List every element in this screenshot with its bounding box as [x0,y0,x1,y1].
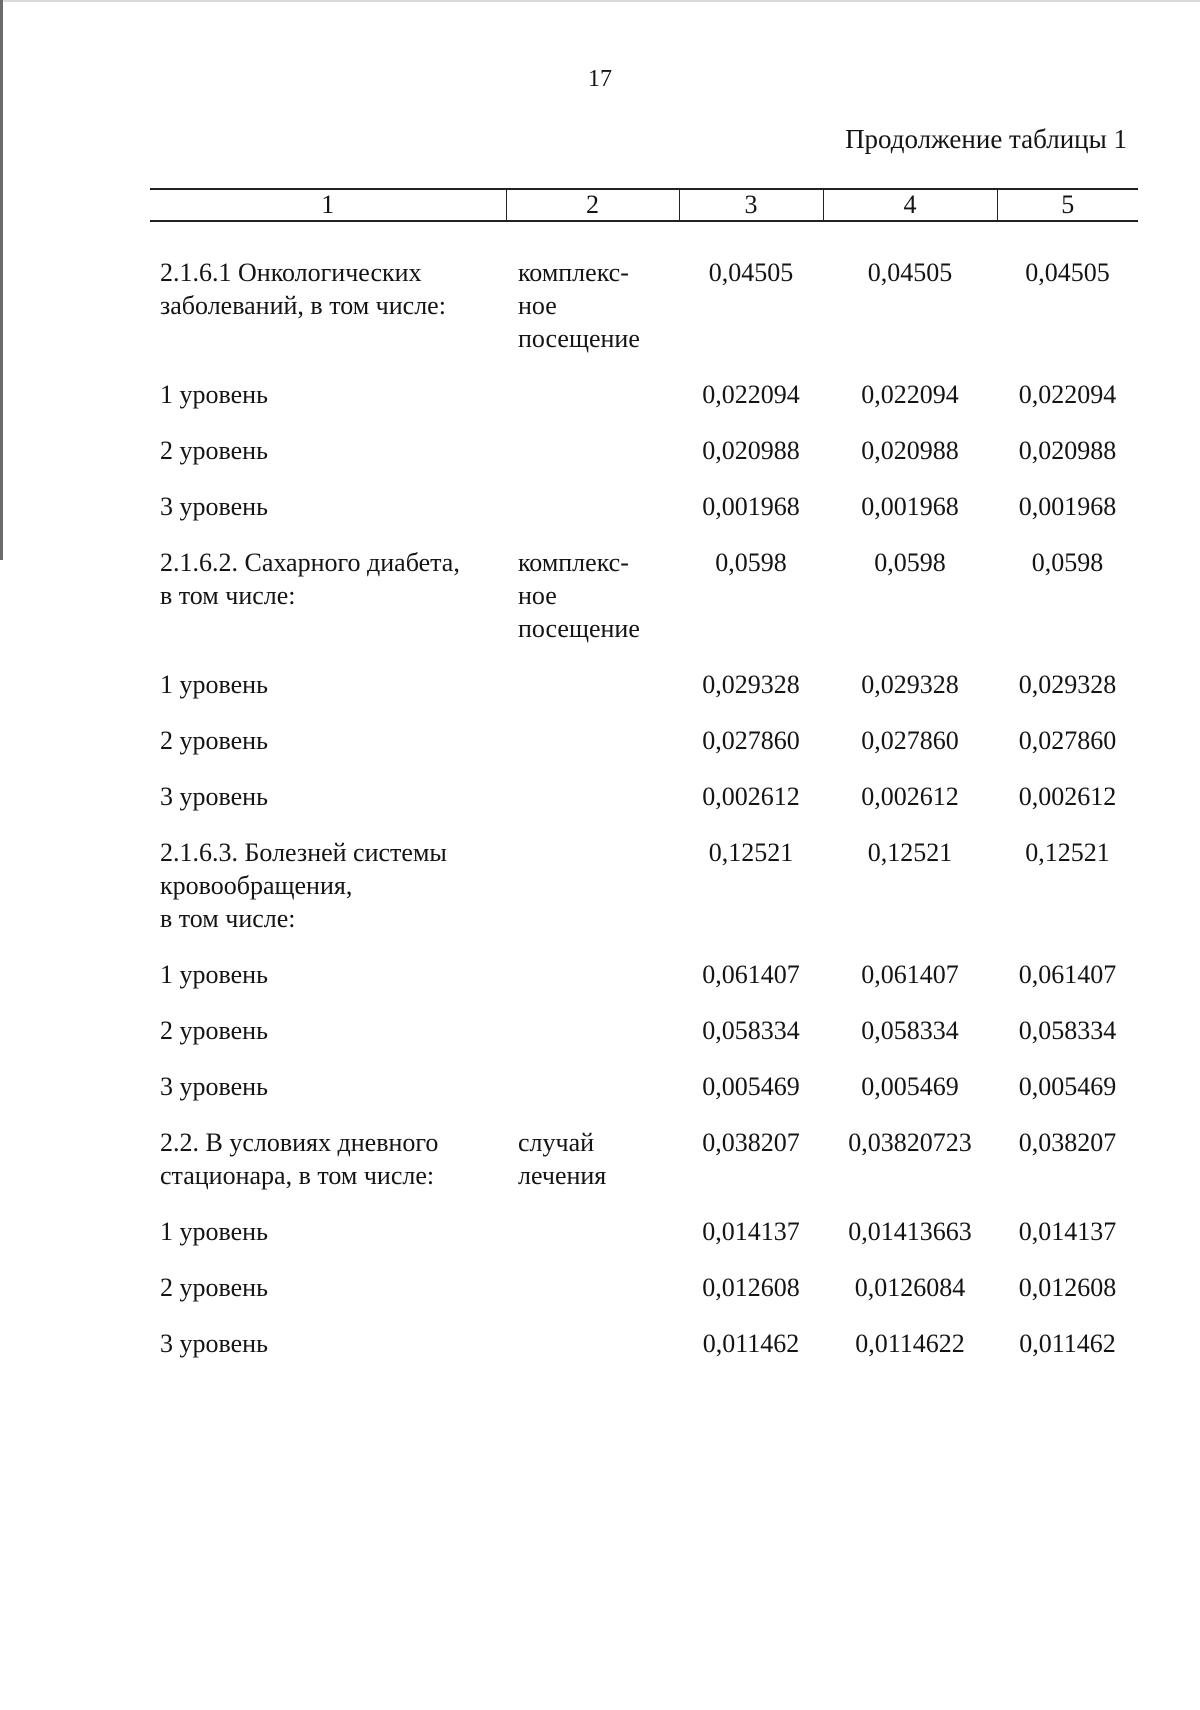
row-value-v5: 0,0598 [1031,548,1104,577]
row-value-v4: 0,0126084 [854,1273,966,1302]
row-name-cell [150,1215,506,1271]
table-row [150,958,1138,1014]
row-value-v5: 0,027860 [1018,726,1117,755]
row-value-v3: 0,027860 [702,726,800,755]
header-cell-1: 1 [150,189,506,221]
row-name-line: стационара, в том числе: [160,1161,435,1190]
row-value-v4: 0,01413663 [848,1217,972,1246]
row-value-v5: 0,005469 [1018,1072,1117,1101]
row-value-v4: 0,03820723 [848,1128,972,1157]
table-row [150,378,1138,434]
table-row [150,434,1138,490]
row-name-cell [150,836,506,958]
row-unit-cell [506,1271,679,1327]
row-value-v4: 0,002612 [861,782,959,811]
row-value-v3: 0,058334 [702,1016,800,1045]
row-unit-cell [506,490,679,546]
row-value-v3: 0,12521 [708,838,794,867]
page-number: 17 [588,66,612,92]
row-value-v4: 0,005469 [861,1072,959,1101]
table-row [150,1126,1138,1215]
row-unit-cell [506,1070,679,1126]
row-name-cell [150,434,506,490]
row-name-line: заболеваний, в том числе: [160,291,446,320]
row-name-line: кровообращения, [160,871,353,900]
header-row [150,189,1138,221]
row-unit-cell [506,546,679,668]
row-name-line: 1 уровень [160,960,268,989]
row-name-line: 2 уровень [160,1273,268,1302]
table-row [150,668,1138,724]
row-name-line: 1 уровень [160,1217,268,1246]
header-cell-5: 5 [997,189,1138,221]
row-name-line: 2 уровень [160,726,268,755]
row-value-v3: 0,061407 [702,960,800,989]
row-value-v3: 0,011462 [702,1329,800,1358]
row-unit-line: посещение [518,614,640,643]
row-value-v4: 0,001968 [861,492,959,521]
table-row [150,490,1138,546]
row-name-cell [150,958,506,1014]
continuation-label: Продолжение таблицы 1 [845,124,1127,154]
row-unit-cell [506,668,679,724]
row-name-cell [150,1271,506,1327]
row-value-v4: 0,029328 [861,670,959,699]
row-unit-line: комплекс- [518,258,629,287]
row-value-v4: 0,058334 [861,1016,959,1045]
row-value-v5: 0,012608 [1018,1273,1117,1302]
row-value-v4: 0,020988 [861,436,959,465]
row-name-line: 1 уровень [160,670,268,699]
row-unit-cell [506,724,679,780]
row-unit-cell [506,1014,679,1070]
row-unit-cell [506,836,679,958]
row-unit-cell [506,958,679,1014]
data-table [150,188,1138,1383]
row-unit-line: лечения [518,1161,607,1190]
row-value-v4: 0,04505 [867,258,953,287]
row-name-cell [150,378,506,434]
row-value-v3: 0,020988 [702,436,800,465]
row-name-line: 2.2. В условиях дневного [160,1128,439,1157]
table-row [150,724,1138,780]
row-unit-cell [506,221,679,378]
row-value-v3: 0,005469 [702,1072,800,1101]
table-row [150,546,1138,668]
row-value-v3: 0,012608 [702,1273,800,1302]
row-name-line: 3 уровень [160,1329,268,1358]
row-name-line: 2.1.6.1 Онкологических [160,258,422,287]
header-cell-4: 4 [823,189,997,221]
row-name-line: 3 уровень [160,1072,268,1101]
row-name-cell [150,724,506,780]
row-unit-line: ное [518,291,557,320]
row-value-v5: 0,058334 [1018,1016,1117,1045]
row-name-line: 3 уровень [160,782,268,811]
row-unit-line: случай [518,1128,595,1157]
row-value-v3: 0,022094 [702,380,800,409]
row-name-cell [150,490,506,546]
row-value-v5: 0,038207 [1018,1128,1117,1157]
row-name-line: 3 уровень [160,492,268,521]
row-unit-cell [506,378,679,434]
row-unit-line: ное [518,581,557,610]
row-name-cell [150,221,506,378]
row-name-cell [150,546,506,668]
row-name-cell [150,1070,506,1126]
row-value-v4: 0,0598 [874,548,946,577]
row-value-v3: 0,002612 [702,782,800,811]
row-value-v3: 0,001968 [702,492,800,521]
row-value-v5: 0,029328 [1018,670,1117,699]
row-name-line: 2.1.6.2. Сахарного диабета, [160,548,460,577]
row-name-line: в том числе: [160,581,296,610]
header-cell-3: 3 [679,189,823,221]
table-row [150,1070,1138,1126]
row-unit-cell [506,780,679,836]
row-name-line: 2 уровень [160,436,268,465]
row-value-v5: 0,014137 [1018,1217,1117,1246]
row-value-v5: 0,011462 [1019,1329,1116,1358]
row-unit-cell [506,1327,679,1383]
row-value-v3: 0,0598 [715,548,787,577]
row-value-v4: 0,027860 [861,726,959,755]
row-value-v3: 0,04505 [708,258,794,287]
row-value-v3: 0,029328 [702,670,800,699]
row-value-v4: 0,022094 [861,380,959,409]
row-value-v5: 0,020988 [1018,436,1117,465]
row-value-v3: 0,038207 [702,1128,800,1157]
row-name-cell [150,1327,506,1383]
table-row [150,1014,1138,1070]
row-value-v3: 0,014137 [702,1217,800,1246]
table-row [150,780,1138,836]
row-value-v5: 0,001968 [1018,492,1117,521]
table-row [150,1327,1138,1383]
row-name-cell [150,780,506,836]
row-value-v4: 0,12521 [867,838,953,867]
header-cell-2: 2 [506,189,679,221]
table-row [150,221,1138,378]
scan-edge-top [0,0,1200,2]
row-value-v5: 0,04505 [1025,258,1110,287]
row-value-v5: 0,022094 [1018,380,1117,409]
table-body [150,221,1138,1383]
row-unit-line: комплекс- [518,548,629,577]
row-name-cell [150,1014,506,1070]
row-unit-cell [506,1215,679,1271]
table-row [150,1215,1138,1271]
row-unit-cell [506,1126,679,1215]
table-row [150,836,1138,958]
row-value-v4: 0,061407 [861,960,959,989]
row-name-line: 1 уровень [160,380,268,409]
row-unit-line: посещение [518,324,640,353]
row-value-v5: 0,12521 [1025,838,1110,867]
table-row [150,1271,1138,1327]
row-name-line: в том числе: [160,904,296,933]
row-unit-cell [506,434,679,490]
row-value-v5: 0,002612 [1018,782,1117,811]
row-name-cell [150,668,506,724]
row-value-v4: 0,0114622 [855,1329,965,1358]
row-name-cell [150,1126,506,1215]
row-value-v5: 0,061407 [1018,960,1117,989]
row-name-line: 2.1.6.3. Болезней системы [160,838,447,867]
row-name-line: 2 уровень [160,1016,268,1045]
